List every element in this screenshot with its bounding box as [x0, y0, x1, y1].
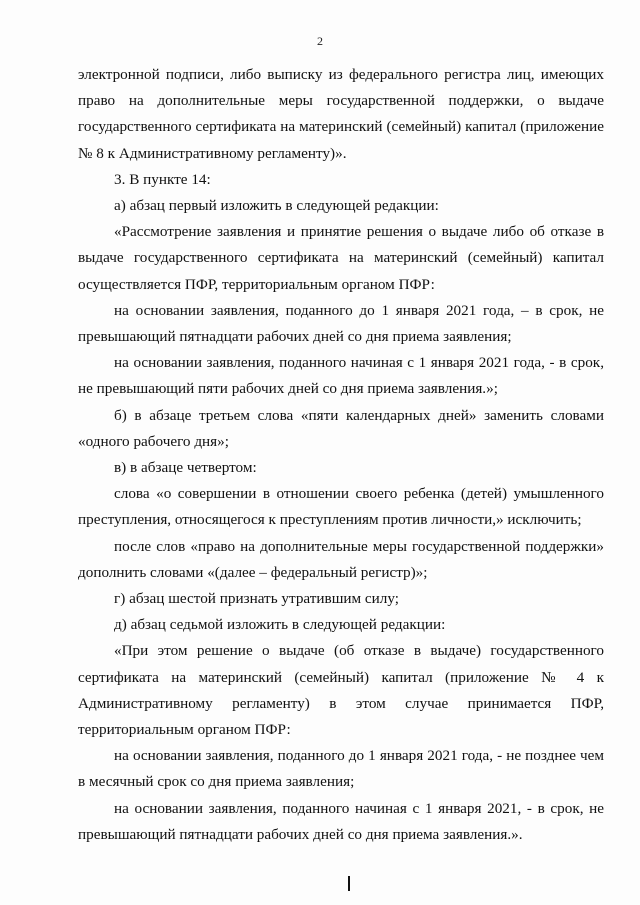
paragraph-from-2021: на основании заявления, поданного начиная с 1 января 2021 года, - в срок, не превышающий пяти рабочих дней со дня приема заявления.»; — [78, 354, 604, 398]
page-number: 2 — [317, 34, 323, 48]
paragraph-quote-review: «Рассмотрение заявления и принятие решения о выдаче либо об отказе в выдаче государственного сертификата на материнский (семейный) капитал осуществляется ПФР, территориальным органом ПФР: — [78, 223, 604, 293]
document-body — [78, 62, 604, 848]
paragraph-continuation: электронной подписи, либо выписку из федерального регистра лиц, имеющих право на дополнительные меры государственной поддержки, о выдаче государственного сертификата на материнский (семейный) капитал (приложение № 8 к Административному регламенту)». — [78, 66, 604, 162]
paragraph-decision-before-2021: на основании заявления, поданного до 1 января 2021 года, - не позднее чем в месячный срок со дня приема заявления; — [78, 747, 604, 791]
paragraph-item-3: 3. В пункте 14: — [114, 170, 211, 188]
paragraph-before-2021: на основании заявления, поданного до 1 января 2021 года, – в срок, не превышающий пятнадцати рабочих дней со дня приема заявления; — [78, 301, 604, 346]
paragraph-subitem-a: а) абзац первый изложить в следующей редакции: — [114, 197, 439, 215]
paragraph-subitem-g: г) абзац шестой признать утратившим силу; — [114, 590, 399, 608]
paragraph-subitem-v: в) в абзаце четвертом: — [114, 459, 257, 477]
paragraph-decision-from-2021: на основании заявления, поданного начиная с 1 января 2021, - в срок, не превышающий пятнадцати рабочих дней со дня приема заявления.». — [78, 799, 604, 843]
paragraph-subitem-d: д) абзац седьмой изложить в следующей редакции: — [114, 616, 446, 634]
paragraph-federal-register: после слов «право на дополнительные меры государственной поддержки» дополнить словами «(далее – федеральный регистр)»; — [78, 537, 604, 581]
footer-mark — [348, 876, 350, 891]
paragraph-words-excluded: слова «о совершении в отношении своего ребенка (детей) умышленного преступления, относящегося к преступлениям против личности,» исключить; — [78, 485, 604, 529]
paragraph-quote-decision: «При этом решение о выдаче (об отказе в выдаче) государственного сертификата на материнский (семейный) капитал (приложение № 4 к Административному регламенту) в этом случае принимается ПФР, территориальным органом ПФР: — [78, 642, 604, 739]
paragraph-subitem-b: б) в абзаце третьем слова «пяти календарных дней» заменить словами «одного рабочего дня»; — [78, 406, 604, 450]
